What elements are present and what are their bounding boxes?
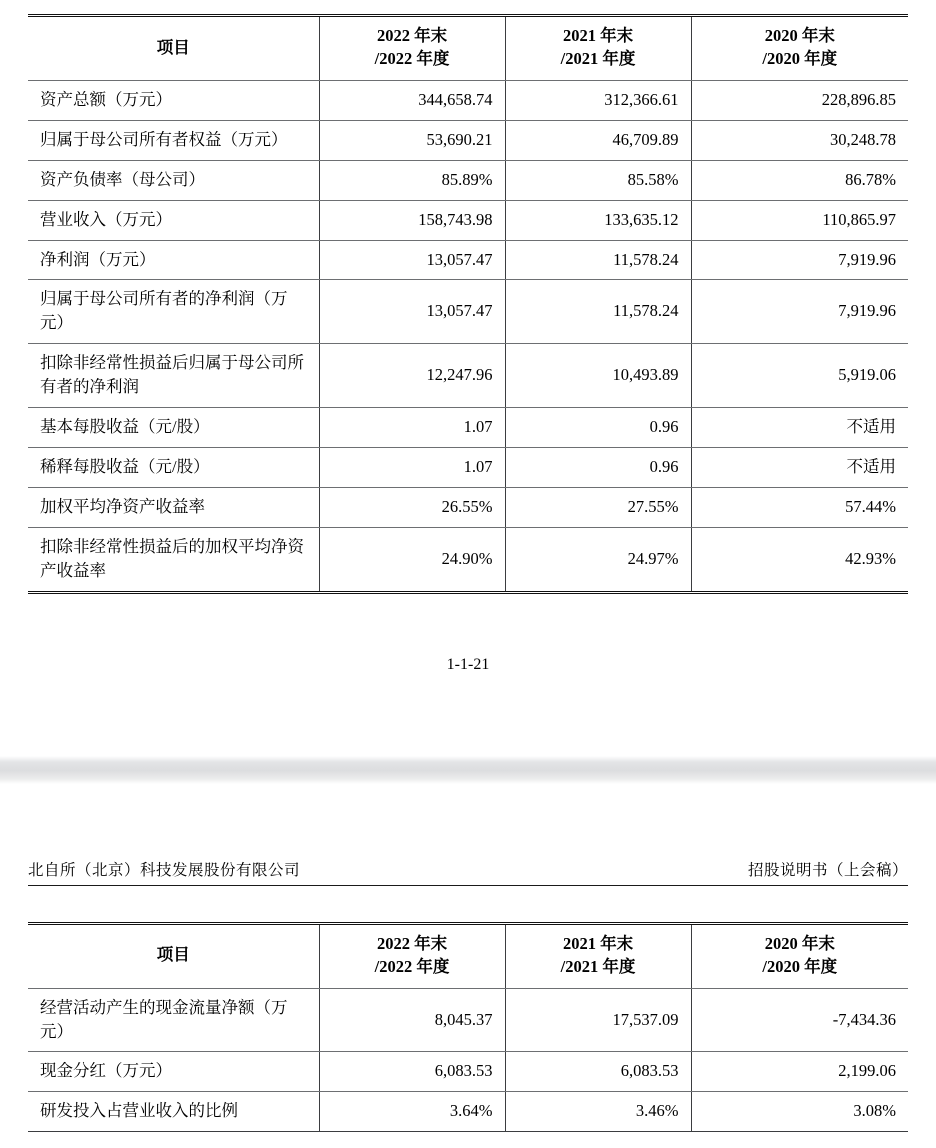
cell-2020: 3.08% xyxy=(691,1092,908,1131)
cell-2021: 17,537.09 xyxy=(505,988,691,1052)
table-row xyxy=(28,448,908,488)
cashflow-summary-table xyxy=(28,922,908,1132)
financial-summary-table xyxy=(28,14,908,591)
table-header-row xyxy=(28,923,908,988)
cell-2021: 312,366.61 xyxy=(505,80,691,120)
cell-2022: 6,083.53 xyxy=(319,1052,505,1092)
cell-2021: 27.55% xyxy=(505,487,691,527)
table-row xyxy=(28,240,908,280)
cell-2021: 46,709.89 xyxy=(505,120,691,160)
cell-2021: 11,578.24 xyxy=(505,240,691,280)
column-header-2021-line2: /2021 年度 xyxy=(560,49,636,69)
column-header-2020 xyxy=(691,16,908,81)
column-header-item: 项目 xyxy=(28,16,319,81)
row-label: 现金分红（万元） xyxy=(28,1052,319,1092)
column-header-2022-line1: 2022 年末 xyxy=(376,933,448,953)
cell-2022: 1.07 xyxy=(319,408,505,448)
table-row xyxy=(28,408,908,448)
cell-2020: 不适用 xyxy=(691,408,908,448)
row-label: 加权平均净资产收益率 xyxy=(28,487,319,527)
cell-2022: 85.89% xyxy=(319,160,505,200)
row-label: 净利润（万元） xyxy=(28,240,319,280)
row-label: 资产负债率（母公司） xyxy=(28,160,319,200)
cell-2020: 86.78% xyxy=(691,160,908,200)
page-two-bottom-spacer xyxy=(0,1132,936,1148)
table-two-body xyxy=(28,988,908,1131)
cell-2022: 53,690.21 xyxy=(319,120,505,160)
row-label: 营业收入（万元） xyxy=(28,200,319,240)
table-row xyxy=(28,1052,908,1092)
column-header-2020-line1: 2020 年末 xyxy=(764,26,835,45)
cell-2022: 8,045.37 xyxy=(319,988,505,1052)
running-header xyxy=(28,858,908,886)
column-header-2020-line2: /2020 年度 xyxy=(762,49,838,69)
cell-2021: 0.96 xyxy=(505,408,691,448)
column-header-2020 xyxy=(691,923,908,988)
cell-2020: 5,919.06 xyxy=(691,344,908,408)
header-table-spacer xyxy=(0,886,936,922)
table-one-header xyxy=(28,16,908,81)
cell-2021: 11,578.24 xyxy=(505,280,691,344)
cell-2020: 228,896.85 xyxy=(691,80,908,120)
cell-2021: 10,493.89 xyxy=(505,344,691,408)
table-row xyxy=(28,200,908,240)
column-header-item: 项目 xyxy=(28,923,319,988)
table-row xyxy=(28,120,908,160)
cell-2020: 2,199.06 xyxy=(691,1052,908,1092)
column-header-2022-line2: /2022 年度 xyxy=(374,957,450,977)
table-row xyxy=(28,487,908,527)
table-row xyxy=(28,344,908,408)
column-header-2022 xyxy=(319,16,505,81)
column-header-2021-line1: 2021 年末 xyxy=(562,933,634,953)
column-header-2021 xyxy=(505,16,691,81)
cell-2022: 158,743.98 xyxy=(319,200,505,240)
cell-2021: 85.58% xyxy=(505,160,691,200)
cell-2020: 7,919.96 xyxy=(691,240,908,280)
table-row xyxy=(28,1092,908,1131)
table-row xyxy=(28,527,908,590)
page-break-shadow-band xyxy=(0,756,936,784)
cell-2020: 42.93% xyxy=(691,527,908,590)
header-document-type: 招股说明书（上会稿） xyxy=(747,861,908,879)
cell-2022: 13,057.47 xyxy=(319,280,505,344)
column-header-2022 xyxy=(319,923,505,988)
cell-2022: 3.64% xyxy=(319,1092,505,1131)
row-label: 研发投入占营业收入的比例 xyxy=(40,1101,238,1121)
column-header-2022-line2: /2022 年度 xyxy=(374,49,450,69)
cell-2021: 24.97% xyxy=(505,527,691,590)
cell-2022: 24.90% xyxy=(319,527,505,590)
row-label: 扣除非经常性损益后的加权平均净资产收益率 xyxy=(40,536,304,580)
table-row xyxy=(28,988,908,1052)
column-header-2021-line2: /2021 年度 xyxy=(560,957,636,977)
table-header-row xyxy=(28,16,908,81)
row-label: 稀释每股收益（元/股） xyxy=(28,448,319,488)
table-one-body xyxy=(28,80,908,590)
row-label: 经营活动产生的现金流量净额（万元） xyxy=(28,988,319,1052)
row-label: 归属于母公司所有者权益（万元） xyxy=(28,120,319,160)
column-header-2021 xyxy=(505,923,691,988)
page-top-spacer xyxy=(0,796,936,858)
page-number-footer: 1-1-21 xyxy=(446,655,490,673)
cell-2020: 110,865.97 xyxy=(691,200,908,240)
row-label: 归属于母公司所有者的净利润（万元） xyxy=(28,280,319,344)
column-header-2020-line1: 2020 年末 xyxy=(764,933,835,953)
cell-2022: 12,247.96 xyxy=(319,344,505,408)
table-row xyxy=(28,160,908,200)
cell-2022: 26.55% xyxy=(319,487,505,527)
row-label: 资产总额（万元） xyxy=(28,80,319,120)
cell-2020: 不适用 xyxy=(691,448,908,488)
document-page-two xyxy=(0,796,936,1148)
table-row xyxy=(28,280,908,344)
cell-2022: 13,057.47 xyxy=(319,240,505,280)
cell-2020: 30,248.78 xyxy=(691,120,908,160)
cell-2021: 6,083.53 xyxy=(505,1052,691,1092)
cell-2022: 344,658.74 xyxy=(319,80,505,120)
cell-2020: 7,919.96 xyxy=(691,280,908,344)
table-row xyxy=(28,80,908,120)
cell-2021: 0.96 xyxy=(505,448,691,488)
page-bottom-spacer xyxy=(0,684,936,756)
cell-2020: -7,434.36 xyxy=(691,988,908,1052)
column-header-2020-line2: /2020 年度 xyxy=(762,957,838,977)
column-header-2022-line1: 2022 年末 xyxy=(376,26,448,45)
header-company-name: 北自所（北京）科技发展股份有限公司 xyxy=(28,861,301,879)
row-label: 基本每股收益（元/股） xyxy=(28,408,319,448)
cell-2021: 3.46% xyxy=(505,1092,691,1131)
cell-2022: 1.07 xyxy=(319,448,505,488)
cell-2021: 133,635.12 xyxy=(505,200,691,240)
column-header-2021-line1: 2021 年末 xyxy=(562,26,634,45)
table-two-header xyxy=(28,923,908,988)
row-label: 扣除非经常性损益后归属于母公司所有者的净利润 xyxy=(28,344,319,408)
page-break-separator xyxy=(0,756,936,796)
cell-2020: 57.44% xyxy=(691,487,908,527)
